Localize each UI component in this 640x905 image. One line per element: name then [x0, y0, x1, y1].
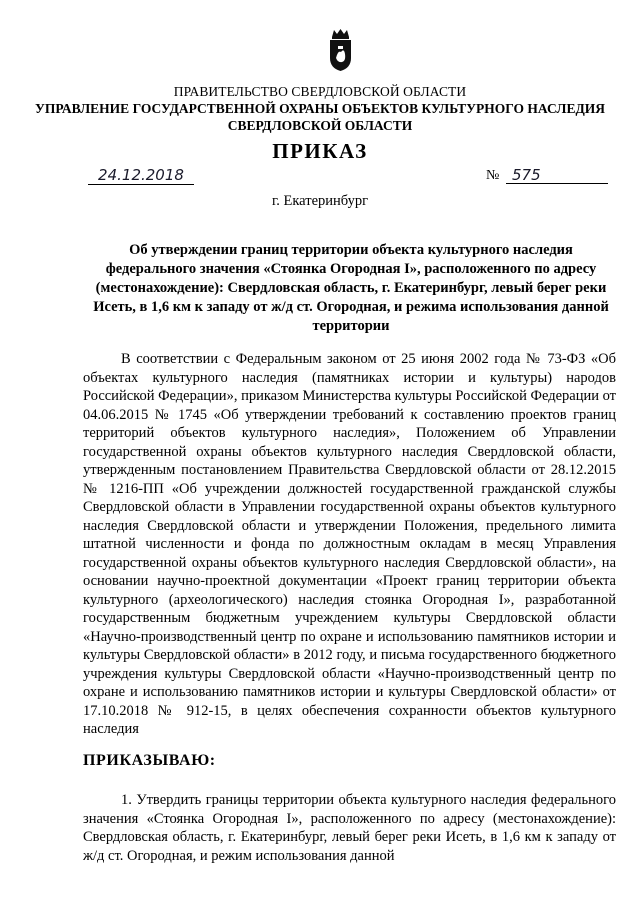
- order-heading: ПРИКАЗЫВАЮ:: [83, 752, 216, 769]
- coat-of-arms-icon: [327, 28, 354, 72]
- preamble-paragraph: В соответствии с Федеральным законом от 25 июня 2002 года № 73-ФЗ «Об объектах культурного наследия (памятниках истории и культуры) народов Российской Федерации», приказом Министерства культуры Российской Федерации от 04.06.2015 № 1745 «Об утверждении требований к составлению проектов границ территорий объектов культурного наследия», Положением об Управлении государственной охраны объектов культурного наследия Свердловской области, утвержденным постановлением Правительства Свердловской области от 28.12.2015 № 1216-ПП «Об учреждении должностей государственной гражданской службы Свердловской области в Управлении государственной охраны объектов культурного наследия Свердловской области и утверждении Положения, предельного лимита штатной численности и фонда по должностным окладам в месяц Управления государственной охраны объектов культурного наследия Свердловской области», на основании научно-проектной документации «Проект границ территории объекта культурного (археологического) наследия стоянка Огородная I», разработанной государственным бюджетным учреждением культуры Свердловской области «Научно-производственный центр по охране и использованию памятников истории и культуры Свердловской области» в 2012 году, и письма государственного бюджетного учреждения культуры Свердловской области «Научно-производственный центр по охране и использованию памятников истории и культуры Свердловской области» от 17.10.2018 № 912-15, в целях обеспечения сохранности объектов культурного наследия: [83, 351, 616, 737]
- number-label: №: [486, 168, 500, 183]
- department-name: УПРАВЛЕНИЕ ГОСУДАРСТВЕННОЙ ОХРАНЫ ОБЪЕКТОВ КУЛЬТУРНОГО НАСЛЕДИЯ СВЕРДЛОВСКОЙ ОБЛАСТИ: [34, 101, 606, 133]
- government-name: ПРАВИТЕЛЬСТВО СВЕРДЛОВСКОЙ ОБЛАСТИ: [173, 84, 467, 99]
- order-item-1: 1. Утвердить границы территории объекта культурного наследия федерального значения «Стоянка Огородная I», расположенного по адресу (местонахождение): Свердловская область, г. Екатеринбург, левый берег реки Исеть, в 1,6 км к западу от ж/д ст. Огородная, и режим использования данной: [83, 792, 616, 864]
- document-date: 24.12.2018: [88, 166, 194, 185]
- document-type: ПРИКАЗ: [272, 139, 368, 163]
- document-number: 575: [506, 166, 608, 184]
- document-title: Об утверждении границ территории объекта культурного наследия федерального значения «Стоянка Огородная I», расположенного по адресу (местонахождение): Свердловская область, г. Екатеринбург, левый берег реки Исеть, в 1,6 км к западу от ж/д ст. Огородная, и режима использования данной территории: [93, 242, 609, 334]
- city: г. Екатеринбург: [271, 193, 369, 209]
